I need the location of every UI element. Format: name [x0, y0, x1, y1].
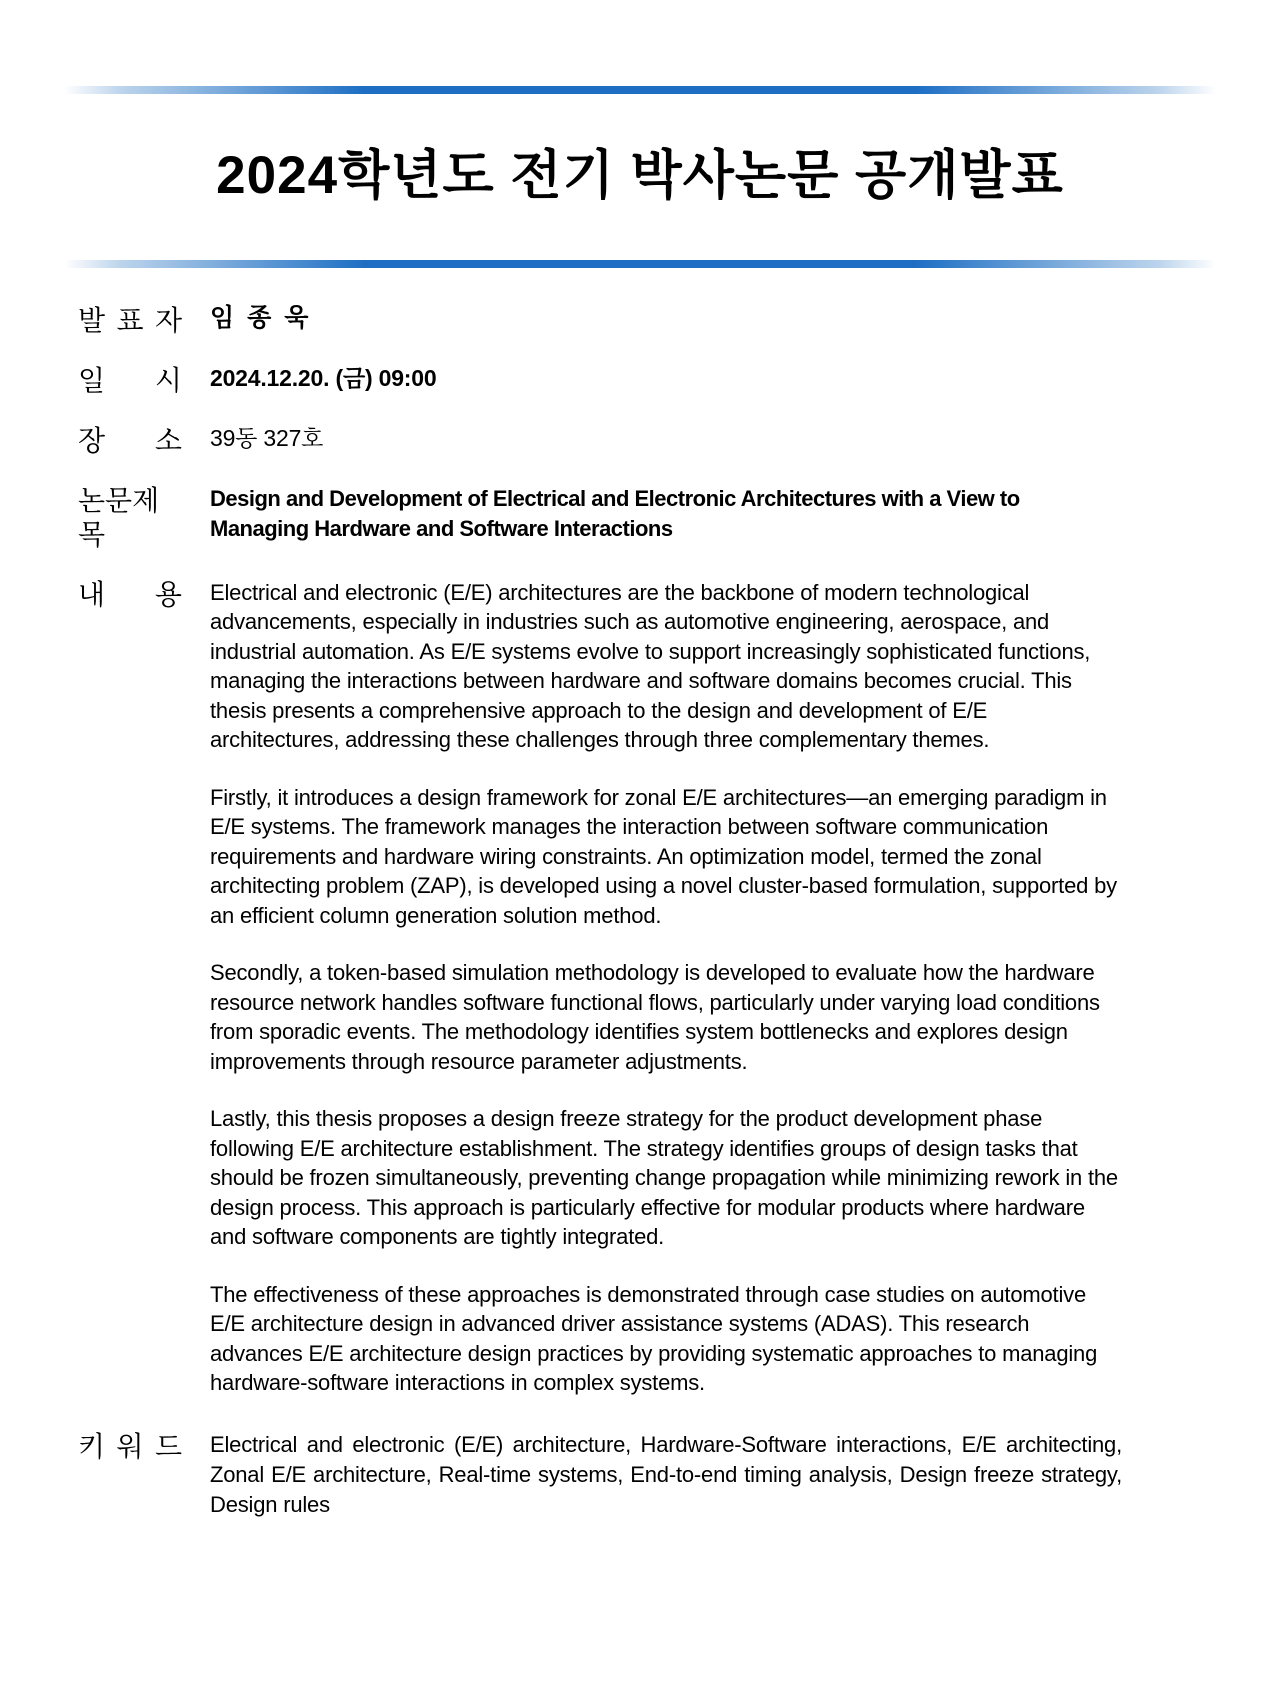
- content-value: [210, 578, 1122, 1398]
- field-row-location: [78, 424, 1122, 458]
- field-row-thesis-title: [78, 484, 1122, 552]
- field-row-presenter: [78, 304, 1122, 338]
- keywords-label: 키 워 드: [78, 1430, 182, 1462]
- presenter-label: 발 표 자: [78, 304, 182, 336]
- datetime-label: 일 시: [78, 364, 182, 396]
- content-label: 내 용: [78, 578, 182, 610]
- title-bottom-divider: [64, 260, 1216, 268]
- abstract-paragraph: Firstly, it introduces a design framework for zonal E/E architectures—an emerging paradigm in E/E systems. The framework manages the interaction between software communication requirements and hardware wiring constraints. An optimization model, termed the zonal architecting problem (ZAP), is developed using a novel cluster-based formulation, supported by an efficient column generation solution method.: [210, 784, 1117, 928]
- presenter-value: 임 종 욱: [210, 303, 312, 332]
- keywords-value: Electrical and electronic (E/E) architecture, Hardware-Software interactions, E/E architecting, Zonal E/E architecture, Real-time systems, End-to-end timing analysis, Design freeze strategy, Design rules: [210, 1431, 1122, 1517]
- location-value: 39동 327호: [210, 424, 324, 451]
- top-divider: [64, 86, 1216, 94]
- abstract-paragraph: Secondly, a token-based simulation methodology is developed to evaluate how the hardware resource network handles software functional flows, particularly under varying load conditions from sporadic events. The methodology identifies system bottlenecks and explores design improvements through resource parameter adjustments.: [210, 960, 1100, 1074]
- abstract-paragraph: Electrical and electronic (E/E) architectures are the backbone of modern technological advancements, especially in industries such as automotive engineering, aerospace, and industrial automation. As E/E systems evolve to support increasingly sophisticated functions, managing the interactions between hardware and software domains becomes crucial. This thesis presents a comprehensive approach to the design and development of E/E architectures, addressing these challenges through three complementary themes.: [210, 579, 1091, 753]
- abstract-paragraph: The effectiveness of these approaches is demonstrated through case studies on automotive E/E architecture design in advanced driver assistance systems (ADAS). This research advances E/E architecture design practices by providing systematic approaches to managing hardware-software interactions in complex systems.: [210, 1281, 1098, 1396]
- datetime-value: 2024.12.20. (금) 09:00: [210, 364, 437, 391]
- location-label: 장 소: [78, 424, 182, 456]
- thesis-title-label: 논문제목: [78, 484, 160, 550]
- page-title: 2024학년도 전기 박사논문 공개발표: [216, 145, 1064, 205]
- field-row-datetime: [78, 364, 1122, 398]
- page-header: [64, 0, 1216, 268]
- fields-section: [78, 304, 1122, 1520]
- abstract-paragraph: Lastly, this thesis proposes a design freeze strategy for the product development phase following E/E architecture establishment. The strategy identifies groups of design tasks that should be frozen simultaneously, preventing change propagation while minimizing rework in the design process. This approach is particularly effective for modular products where hardware and software components are tightly integrated.: [210, 1106, 1118, 1250]
- thesis-title-value: Design and Development of Electrical and Electronic Architectures with a View to Managing Hardware and Software Interactions: [210, 485, 1020, 542]
- field-row-keywords: [78, 1430, 1122, 1520]
- field-row-content: [78, 578, 1122, 1398]
